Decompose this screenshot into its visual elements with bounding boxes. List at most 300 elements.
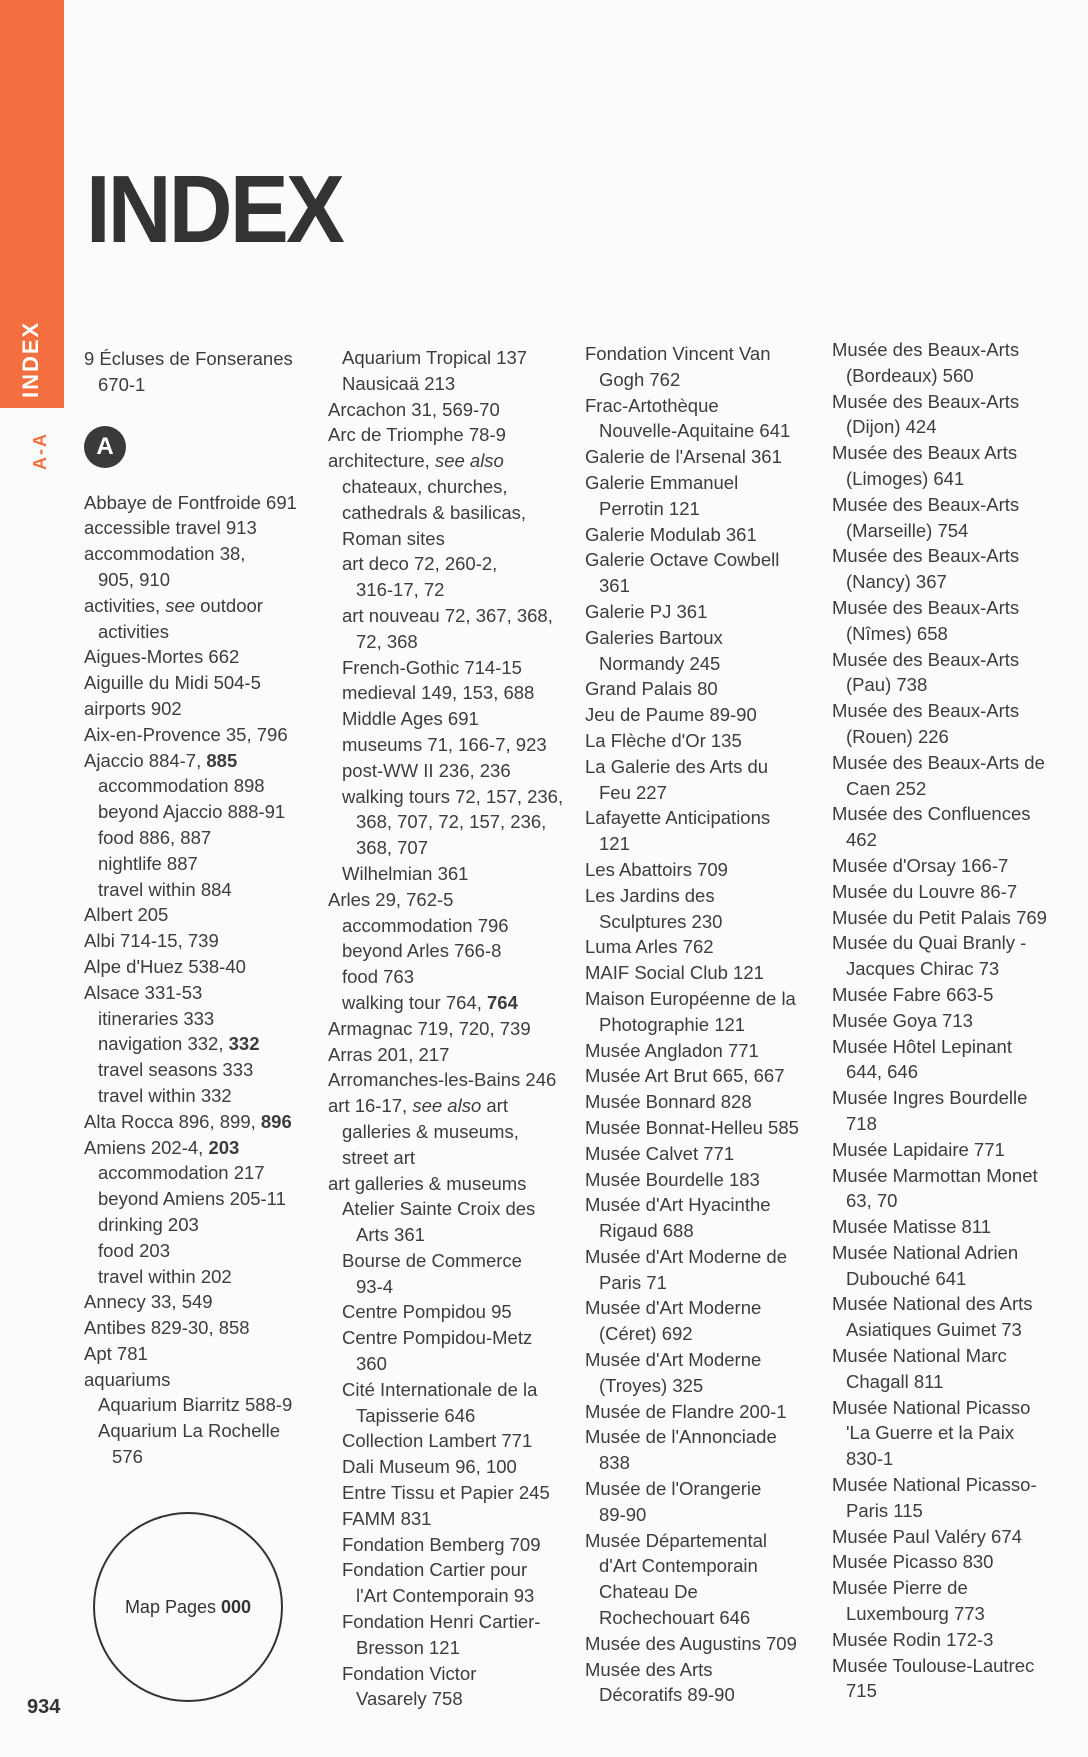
index-entry-text: 838 [599, 1452, 630, 1474]
page-number: 934 [27, 1696, 61, 1718]
index-entry-text: Musée du Quai Branly - [832, 932, 1027, 954]
index-entry [328, 1067, 560, 1093]
index-entry-text: Musée Calvet 771 [585, 1142, 735, 1164]
index-entry-text: 368, 707 [356, 837, 429, 859]
map-pages-label: Map Pages [124, 1596, 216, 1617]
index-entry [832, 647, 1064, 673]
index-entry-text: Vasarely 758 [356, 1688, 463, 1710]
index-entry [84, 1392, 316, 1418]
index-entry-text: Musée Goya 713 [832, 1009, 973, 1031]
index-entry-text: art [481, 1095, 508, 1117]
index-entry [328, 500, 560, 526]
index-entry-text: chateaux, churches, [342, 475, 508, 497]
index-entry-text: Musée National Marc [832, 1345, 1007, 1367]
index-entry [832, 492, 1064, 518]
index-entry-text: Entre Tissu et Papier 245 [342, 1482, 550, 1504]
index-entry-text: Musée des Beaux-Arts [832, 596, 1020, 618]
index-entry-text: 89-90 [599, 1503, 647, 1525]
index-entry [328, 1428, 560, 1454]
index-entry [585, 599, 817, 625]
index-entry-text: 905, 910 [98, 568, 171, 590]
index-entry [84, 1238, 316, 1264]
index-entry-text: (Nancy) 367 [846, 571, 947, 593]
index-entry-text: Middle Ages 691 [342, 708, 479, 730]
index-entry [585, 1192, 817, 1218]
index-entry [585, 341, 817, 367]
index-entry-text: 896 [260, 1110, 292, 1132]
index-entry-text: aquariums [84, 1368, 171, 1390]
index-entry-text: Arles 29, 762-5 [328, 888, 454, 910]
index-entry [585, 444, 817, 470]
index-entry [585, 393, 817, 419]
index-entry-text: Galerie Emmanuel [585, 471, 739, 493]
index-entry [84, 1186, 316, 1212]
index-entry [328, 732, 560, 758]
index-entry [585, 1657, 817, 1683]
index-entry-text: Chateau De [599, 1581, 698, 1603]
index-entry [328, 938, 560, 964]
index-entry-text: Les Jardins des [585, 884, 715, 906]
index-entry [832, 466, 1064, 492]
index-entry-text: Paris 71 [599, 1271, 667, 1293]
index-entry [328, 1325, 560, 1351]
index-entry [585, 1115, 817, 1141]
index-entry-text: street art [342, 1146, 415, 1168]
index-entry [585, 1012, 817, 1038]
map-pages-value: 000 [221, 1596, 252, 1617]
index-entry [84, 593, 316, 619]
index-entry [328, 397, 560, 423]
index-entry-text: Musée d'Art Moderne de [585, 1245, 788, 1267]
index-entry [84, 1031, 316, 1057]
index-entry [832, 879, 1064, 905]
index-entry-text: walking tour 764, [342, 991, 488, 1013]
index-entry [328, 835, 560, 861]
index-entry-text: Fondation Vincent Van [585, 343, 771, 364]
index-entry [84, 1109, 316, 1135]
index-entry-text: Galerie Octave Cowbell [585, 549, 780, 571]
index-entry-text: Musée d'Orsay 166-7 [832, 854, 1009, 876]
index-entry-text: Aix-en-Provence 35, 796 [84, 723, 288, 745]
index-entry-text: Musée Bonnat-Helleu 585 [585, 1116, 799, 1138]
index-entry [84, 1160, 316, 1186]
index-column-3 [585, 341, 817, 1708]
index-entry-text: 670-1 [98, 373, 146, 395]
index-entry [328, 1377, 560, 1403]
index-entry [84, 541, 316, 567]
index-entry-text: Centre Pompidou 95 [342, 1301, 512, 1323]
index-entry-text: 203 [208, 1136, 240, 1158]
index-entry [84, 1341, 316, 1367]
index-entry [328, 1557, 560, 1583]
index-entry-text: 361 [599, 575, 630, 597]
index-entry-text: Musée du Petit Palais 769 [832, 906, 1047, 928]
index-entry [832, 1627, 1064, 1653]
index-entry [832, 672, 1064, 698]
index-entry [832, 801, 1064, 827]
index-entry-text: French-Gothic 714-15 [342, 656, 522, 678]
index-entry [585, 1579, 817, 1605]
index-entry [832, 853, 1064, 879]
index-entry [832, 595, 1064, 621]
index-entry-text: accommodation 898 [98, 775, 265, 797]
index-entry [328, 577, 560, 603]
index-entry-text: Alta Rocca 896, 899, [84, 1110, 261, 1132]
index-entry-text: Musée des Augustins 709 [585, 1632, 797, 1654]
index-entry [832, 1678, 1064, 1704]
index-entry [585, 1553, 817, 1579]
index-entry [585, 547, 817, 573]
index-entry [585, 625, 817, 651]
index-entry-text: 644, 646 [846, 1061, 919, 1083]
index-entry-text: accessible travel 913 [84, 517, 257, 539]
index-entry [328, 1480, 560, 1506]
map-pages-circle [93, 1512, 283, 1702]
index-entry-text: 121 [599, 833, 630, 855]
index-entry-text: Musée des Beaux-Arts [832, 545, 1020, 567]
index-entry-text: FAMM 831 [342, 1507, 432, 1529]
index-entry [328, 371, 560, 397]
index-entry-text: Chagall 811 [846, 1370, 944, 1392]
index-entry [84, 1264, 316, 1290]
index-entry-text: see [165, 594, 196, 616]
index-entry [832, 930, 1064, 956]
index-entry-text: Wilhelmian 361 [342, 862, 469, 884]
index-entry [585, 986, 817, 1012]
index-entry-text: Musée Bourdelle 183 [585, 1168, 760, 1190]
index-entry-text: (Pau) 738 [846, 674, 928, 696]
side-tab-label: INDEX [18, 320, 43, 398]
index-entry [84, 928, 316, 954]
index-entry [832, 1420, 1064, 1446]
index-column-1 [84, 346, 316, 1470]
index-entry-text: l'Art Contemporain 93 [356, 1585, 535, 1607]
index-entry [832, 1111, 1064, 1137]
index-entry-text: Fondation Bemberg 709 [342, 1533, 541, 1555]
index-entry [585, 367, 817, 393]
index-entry-text: art deco 72, 260-2, [342, 553, 498, 575]
index-entry [585, 1373, 817, 1399]
index-entry [585, 728, 817, 754]
index-entry [328, 1635, 560, 1661]
index-entry-text: Musée Bonnard 828 [585, 1091, 752, 1113]
index-entry-text: art 16-17, [328, 1095, 413, 1117]
index-entry-text: Nouvelle-Aquitaine 641 [599, 420, 791, 442]
index-entry-text: Musée Pierre de [832, 1577, 968, 1599]
index-entry-text: 368, 707, 72, 157, 236, [356, 811, 547, 833]
index-entry [585, 1063, 817, 1089]
index-entry [585, 1528, 817, 1554]
index-entry-text: Aquarium Biarritz 588-9 [98, 1394, 293, 1416]
index-entry-text: see also [412, 1095, 482, 1117]
index-entry [84, 1135, 316, 1161]
index-entry [84, 851, 316, 877]
index-entry [84, 1083, 316, 1109]
index-entry [585, 1141, 817, 1167]
index-entry [585, 470, 817, 496]
index-entry-text: Décoratifs 89-90 [599, 1684, 735, 1706]
index-entry-text: Annecy 33, 549 [84, 1291, 213, 1313]
index-entry-text: Albert 205 [84, 904, 169, 926]
index-entry-text: accommodation 796 [342, 914, 509, 936]
index-entry [328, 1093, 560, 1119]
index-entry-text: Arcachon 31, 569-70 [328, 398, 500, 420]
index-entry-text: Bresson 121 [356, 1636, 460, 1658]
index-entry [585, 1399, 817, 1425]
index-entry [832, 1008, 1064, 1034]
index-entry-text: 830-1 [846, 1448, 894, 1470]
index-entry-text: 764 [487, 991, 518, 1013]
index-entry [832, 1163, 1064, 1189]
index-entry [328, 1686, 560, 1712]
index-entry-text: Les Abattoirs 709 [585, 858, 728, 880]
index-entry [585, 857, 817, 883]
index-entry-text: medieval 149, 153, 688 [342, 682, 535, 704]
index-entry [328, 887, 560, 913]
index-entry [84, 670, 316, 696]
index-entry [328, 655, 560, 681]
index-entry-text: Ajaccio 884-7, [84, 749, 207, 771]
index-entry [832, 1343, 1064, 1369]
index-entry-text: Musée de Flandre 200-1 [585, 1400, 787, 1422]
index-entry [832, 1524, 1064, 1550]
index-entry-text: Musée Hôtel Lepinant [832, 1035, 1012, 1057]
index-entry [328, 1248, 560, 1274]
index-entry-text: travel within 884 [98, 878, 232, 900]
index-entry-text: see also [434, 450, 504, 472]
index-entry [585, 780, 817, 806]
index-entry-text: 360 [356, 1353, 387, 1375]
section-letter-badge: A [84, 426, 126, 468]
index-entry [328, 758, 560, 784]
index-entry-text: Musée Marmottan Monet [832, 1164, 1038, 1186]
index-entry-text: Grand Palais 80 [585, 678, 718, 700]
index-entry [84, 1057, 316, 1083]
index-entry-text: Musée des Confluences [832, 803, 1031, 825]
index-entry [84, 748, 316, 774]
index-entry-text: art nouveau 72, 367, 368, [342, 604, 553, 626]
index-entry-text: Rochechouart 646 [599, 1607, 751, 1629]
index-entry [585, 676, 817, 702]
index-entry [328, 861, 560, 887]
index-entry [832, 750, 1064, 776]
index-entry-text: Perrotin 121 [599, 497, 700, 519]
index-entry-text: beyond Arles 766-8 [342, 940, 502, 962]
index-entry-text: art galleries & museums [328, 1172, 527, 1194]
index-entry [328, 784, 564, 810]
index-entry-text: Galerie de l'Arsenal 361 [585, 446, 782, 468]
index-entry [84, 346, 316, 372]
index-entry [585, 1424, 817, 1450]
index-entry-text: Aquarium Tropical 137 [342, 347, 528, 368]
index-entry [84, 567, 316, 593]
index-entry-text: Musée d'Art Moderne [585, 1349, 762, 1371]
index-entry-text: 9 Écluses de Fonseranes [84, 348, 293, 369]
index-entry [84, 980, 316, 1006]
index-entry-text: Musée National Picasso [832, 1396, 1031, 1418]
index-entry-text: 63, 70 [846, 1190, 898, 1212]
index-entry [832, 440, 1064, 466]
index-entry-text: Asiatiques Guimet 73 [846, 1319, 1022, 1341]
index-entry-text: Alsace 331-53 [84, 981, 203, 1003]
index-entry [84, 1006, 316, 1032]
index-entry-text: Arras 201, 217 [328, 1043, 450, 1065]
index-entry-text: Arts 361 [356, 1224, 425, 1246]
index-entry [84, 902, 316, 928]
index-entry-text: Musée des Beaux-Arts de [832, 751, 1045, 773]
index-entry [832, 1059, 1064, 1085]
index-entry-text: Atelier Sainte Croix des [342, 1198, 536, 1220]
index-entry [328, 629, 560, 655]
index-entry [832, 1137, 1064, 1163]
index-entry-text: Musée Art Brut 665, 667 [585, 1065, 785, 1087]
index-entry [84, 372, 316, 398]
index-entry-text: Musée Picasso 830 [832, 1551, 994, 1573]
index-entry-text: cathedrals & basilicas, [342, 501, 527, 523]
index-entry [585, 1218, 817, 1244]
index-entry [328, 1403, 560, 1429]
index-entry [84, 1212, 316, 1238]
index-entry-text: Musée Toulouse-Lautrec [832, 1654, 1035, 1676]
index-entry-text: Bourse de Commerce [342, 1249, 522, 1271]
index-column-2 [328, 345, 564, 1712]
index-entry [832, 724, 1064, 750]
index-entry-text: Antibes 829-30, 858 [84, 1317, 250, 1339]
index-entry-text: d'Art Contemporain [599, 1555, 758, 1577]
index-entry [328, 680, 560, 706]
index-entry [585, 1476, 817, 1502]
index-entry [328, 1583, 560, 1609]
index-entry-text: Galerie Modulab 361 [585, 523, 757, 545]
index-entry [328, 706, 560, 732]
index-entry-text: MAIF Social Club 121 [585, 962, 764, 984]
index-entry-text: Musée des Arts [585, 1658, 713, 1680]
index-entry [328, 1042, 560, 1068]
index-entry-text: Caen 252 [846, 777, 927, 799]
index-entry [328, 1016, 560, 1042]
index-entry [84, 1289, 316, 1315]
index-entry-text: Centre Pompidou-Metz [342, 1327, 533, 1349]
index-entry [328, 1196, 560, 1222]
index-entry [832, 389, 1064, 415]
index-entry-text: Fondation Cartier pour [342, 1559, 528, 1581]
index-entry-text: galleries & museums, [342, 1120, 519, 1142]
index-entry [832, 337, 1064, 363]
index-entry-text: Sculptures 230 [599, 910, 723, 932]
index-entry [585, 1321, 817, 1347]
index-entry-text: (Troyes) 325 [599, 1374, 704, 1396]
index-entry [84, 619, 316, 645]
index-entry-text: navigation 332, [98, 1033, 229, 1055]
index-entry [832, 698, 1064, 724]
index-entry-text: Musée des Beaux Arts [832, 442, 1018, 464]
index-entry [585, 1605, 817, 1631]
index-entry-text: activities, [84, 594, 166, 616]
index-entry-text: itineraries 333 [98, 1007, 215, 1029]
index-entry [585, 1295, 817, 1321]
index-entry [585, 418, 817, 444]
index-entry-text: Amiens 202-4, [84, 1136, 209, 1158]
index-entry [832, 1601, 1064, 1627]
letter-range-label: A-A [30, 432, 50, 470]
index-entry-text: Aigues-Mortes 662 [84, 646, 240, 668]
index-entry [328, 448, 560, 474]
index-entry [84, 877, 316, 903]
index-entry [84, 1367, 316, 1393]
index-entry-text: Musée des Beaux-Arts [832, 390, 1020, 412]
index-entry [84, 1418, 316, 1444]
index-entry [832, 1188, 1064, 1214]
index-entry [585, 1682, 817, 1708]
index-entry-text: airports 902 [84, 697, 182, 719]
index-entry [832, 1549, 1064, 1575]
index-entry [832, 1034, 1064, 1060]
index-entry [585, 754, 817, 780]
index-entry-text: 332 [228, 1033, 260, 1055]
index-entry [328, 1171, 560, 1197]
index-entry-text: Arc de Triomphe 78-9 [328, 424, 506, 446]
index-entry [832, 414, 1064, 440]
index-entry [585, 909, 817, 935]
index-entry-text: Roman sites [342, 527, 445, 549]
index-entry-text: food 886, 887 [98, 826, 212, 848]
index-entry [328, 1222, 560, 1248]
index-entry [328, 1119, 560, 1145]
index-entry [328, 1506, 560, 1532]
index-entry [585, 1502, 817, 1528]
index-entry [328, 551, 560, 577]
index-column-4 [832, 337, 1064, 1704]
index-entry-text: Rigaud 688 [599, 1220, 694, 1242]
index-entry-text: architecture, [328, 450, 435, 472]
index-entry [328, 1661, 560, 1687]
index-entry-text: 885 [206, 749, 238, 771]
index-entry [585, 522, 817, 548]
index-entry-text: 715 [846, 1680, 877, 1702]
index-entry [328, 345, 560, 371]
index-entry-text: post-WW II 236, 236 [342, 759, 511, 781]
index-entry [832, 827, 1064, 853]
index-entry [585, 1089, 817, 1115]
index-entry-text: 72, 368 [356, 630, 418, 652]
index-entry [328, 1351, 560, 1377]
index-entry-text: Musée Ingres Bourdelle [832, 1087, 1028, 1109]
index-entry-text: 576 [112, 1446, 143, 1468]
index-entry [84, 1315, 316, 1341]
index-entry [585, 960, 817, 986]
index-entry-text: Maison Européenne de la [585, 987, 796, 1009]
index-entry-text: nightlife 887 [98, 852, 198, 874]
index-entry-text: Photographie 121 [599, 1013, 746, 1035]
index-entry [585, 1244, 817, 1270]
index-entry [328, 422, 560, 448]
index-entry-text: walking tours 72, 157, 236, [342, 785, 564, 807]
index-entry [832, 1369, 1064, 1395]
index-entry [832, 1240, 1064, 1266]
index-entry [328, 526, 560, 552]
index-entry [585, 831, 817, 857]
index-entry [585, 805, 817, 831]
index-entry-text: Aiguille du Midi 504-5 [84, 672, 261, 694]
index-entry-text: Musée des Beaux-Arts [832, 339, 1020, 360]
index-entry-text: Gogh 762 [599, 368, 681, 390]
index-entry [832, 1395, 1064, 1421]
index-entry-text: (Rouen) 226 [846, 725, 949, 747]
index-entry [328, 474, 560, 500]
index-entry-text: Musée National Adrien [832, 1241, 1019, 1263]
index-entry-text: Albi 714-15, 739 [84, 930, 219, 952]
index-entry-text: Musée Matisse 811 [832, 1216, 992, 1238]
